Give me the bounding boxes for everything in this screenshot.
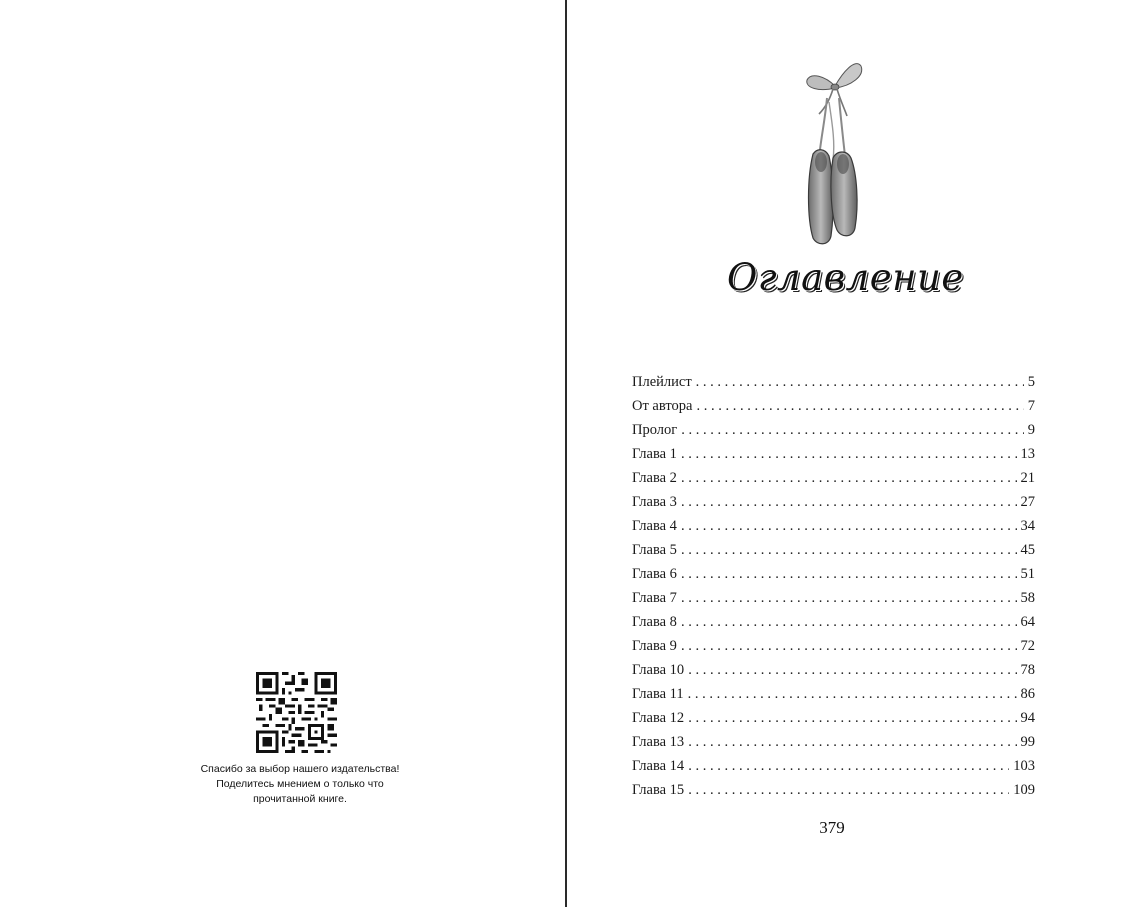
toc-leader-dots bbox=[681, 470, 1017, 487]
toc-entry-page: 9 bbox=[1027, 422, 1035, 438]
toc-entry-label: Глава 5 bbox=[632, 542, 677, 558]
toc-entry-page: 58 bbox=[1020, 590, 1035, 606]
thanks-line: прочитанной книге. bbox=[253, 793, 347, 805]
toc-entry-label: Глава 9 bbox=[632, 638, 677, 654]
toc-entry[interactable] bbox=[632, 686, 1035, 710]
thanks-line: Поделитесь мнением о только что bbox=[216, 778, 384, 790]
toc-entry-label: Глава 2 bbox=[632, 470, 677, 486]
toc-entry-page: 94 bbox=[1020, 710, 1035, 726]
toc-leader-dots bbox=[681, 494, 1017, 511]
toc-entry-label: Глава 7 bbox=[632, 590, 677, 606]
toc-entry-page: 103 bbox=[1013, 758, 1035, 774]
toc-leader-dots bbox=[681, 566, 1017, 583]
toc-leader-dots bbox=[681, 542, 1017, 559]
toc-entry[interactable] bbox=[632, 374, 1035, 398]
toc-leader-dots bbox=[688, 662, 1016, 679]
toc-leader-dots bbox=[696, 374, 1024, 391]
toc-entry[interactable] bbox=[632, 494, 1035, 518]
toc-entry-page: 64 bbox=[1020, 614, 1035, 630]
thanks-line: Спасибо за выбор нашего издательства! bbox=[200, 763, 400, 775]
toc-leader-dots bbox=[688, 686, 1017, 703]
toc-entry-label: Глава 1 bbox=[632, 446, 677, 462]
page-number: 379 bbox=[819, 818, 845, 837]
toc-entry-label: Глава 13 bbox=[632, 734, 685, 750]
toc-leader-dots bbox=[681, 422, 1024, 439]
toc-entry-page: 45 bbox=[1020, 542, 1035, 558]
toc-leader-dots bbox=[688, 782, 1009, 799]
toc-entry[interactable] bbox=[632, 446, 1035, 470]
toc-leader-dots bbox=[681, 446, 1017, 463]
toc-leader-dots bbox=[696, 398, 1023, 415]
ballet-shoes-illustration bbox=[799, 58, 869, 248]
toc-entry[interactable] bbox=[632, 398, 1035, 422]
toc-entry[interactable] bbox=[632, 638, 1035, 662]
toc-entry-label: Глава 3 bbox=[632, 494, 677, 510]
toc-entry-label: Плейлист bbox=[632, 374, 692, 390]
toc-entry-page: 13 bbox=[1020, 446, 1035, 462]
toc-title: Оглавление bbox=[727, 256, 964, 299]
toc-entry-label: Глава 8 bbox=[632, 614, 677, 630]
toc-entry[interactable] bbox=[632, 566, 1035, 590]
toc-entry-label: Пролог bbox=[632, 422, 678, 438]
toc-entry[interactable] bbox=[632, 470, 1035, 494]
toc-entry-label: Глава 11 bbox=[632, 686, 684, 702]
toc-entry-page: 27 bbox=[1020, 494, 1035, 510]
table-of-contents bbox=[632, 374, 1035, 806]
qr-code bbox=[256, 672, 337, 753]
toc-entry-page: 86 bbox=[1020, 686, 1035, 702]
toc-entry-label: Глава 10 bbox=[632, 662, 685, 678]
toc-leader-dots bbox=[681, 518, 1017, 535]
toc-leader-dots bbox=[681, 590, 1017, 607]
toc-entry[interactable] bbox=[632, 590, 1035, 614]
toc-entry-page: 99 bbox=[1020, 734, 1035, 750]
toc-entry-label: Глава 12 bbox=[632, 710, 685, 726]
right-page bbox=[567, 0, 1130, 907]
toc-entry[interactable] bbox=[632, 782, 1035, 806]
toc-entry-page: 109 bbox=[1013, 782, 1035, 798]
toc-entry-page: 78 bbox=[1020, 662, 1035, 678]
toc-entry[interactable] bbox=[632, 614, 1035, 638]
toc-leader-dots bbox=[681, 638, 1017, 655]
toc-entry[interactable] bbox=[632, 734, 1035, 758]
toc-entry-label: Глава 15 bbox=[632, 782, 685, 798]
toc-entry[interactable] bbox=[632, 518, 1035, 542]
toc-entry[interactable] bbox=[632, 662, 1035, 686]
toc-entry[interactable] bbox=[632, 710, 1035, 734]
toc-entry-page: 34 bbox=[1020, 518, 1035, 534]
toc-entry-label: От автора bbox=[632, 398, 693, 414]
toc-entry-page: 72 bbox=[1020, 638, 1035, 654]
thanks-message bbox=[150, 762, 450, 807]
toc-entry-label: Глава 6 bbox=[632, 566, 677, 582]
toc-leader-dots bbox=[688, 758, 1009, 775]
toc-entry-page: 21 bbox=[1020, 470, 1035, 486]
toc-entry[interactable] bbox=[632, 758, 1035, 782]
toc-leader-dots bbox=[688, 710, 1016, 727]
toc-entry[interactable] bbox=[632, 422, 1035, 446]
toc-entry-label: Глава 4 bbox=[632, 518, 677, 534]
toc-entry-page: 7 bbox=[1027, 398, 1035, 414]
toc-entry-label: Глава 14 bbox=[632, 758, 685, 774]
toc-entry[interactable] bbox=[632, 542, 1035, 566]
toc-entry-page: 5 bbox=[1027, 374, 1035, 390]
toc-entry-page: 51 bbox=[1020, 566, 1035, 582]
toc-leader-dots bbox=[681, 614, 1017, 631]
toc-leader-dots bbox=[688, 734, 1016, 751]
